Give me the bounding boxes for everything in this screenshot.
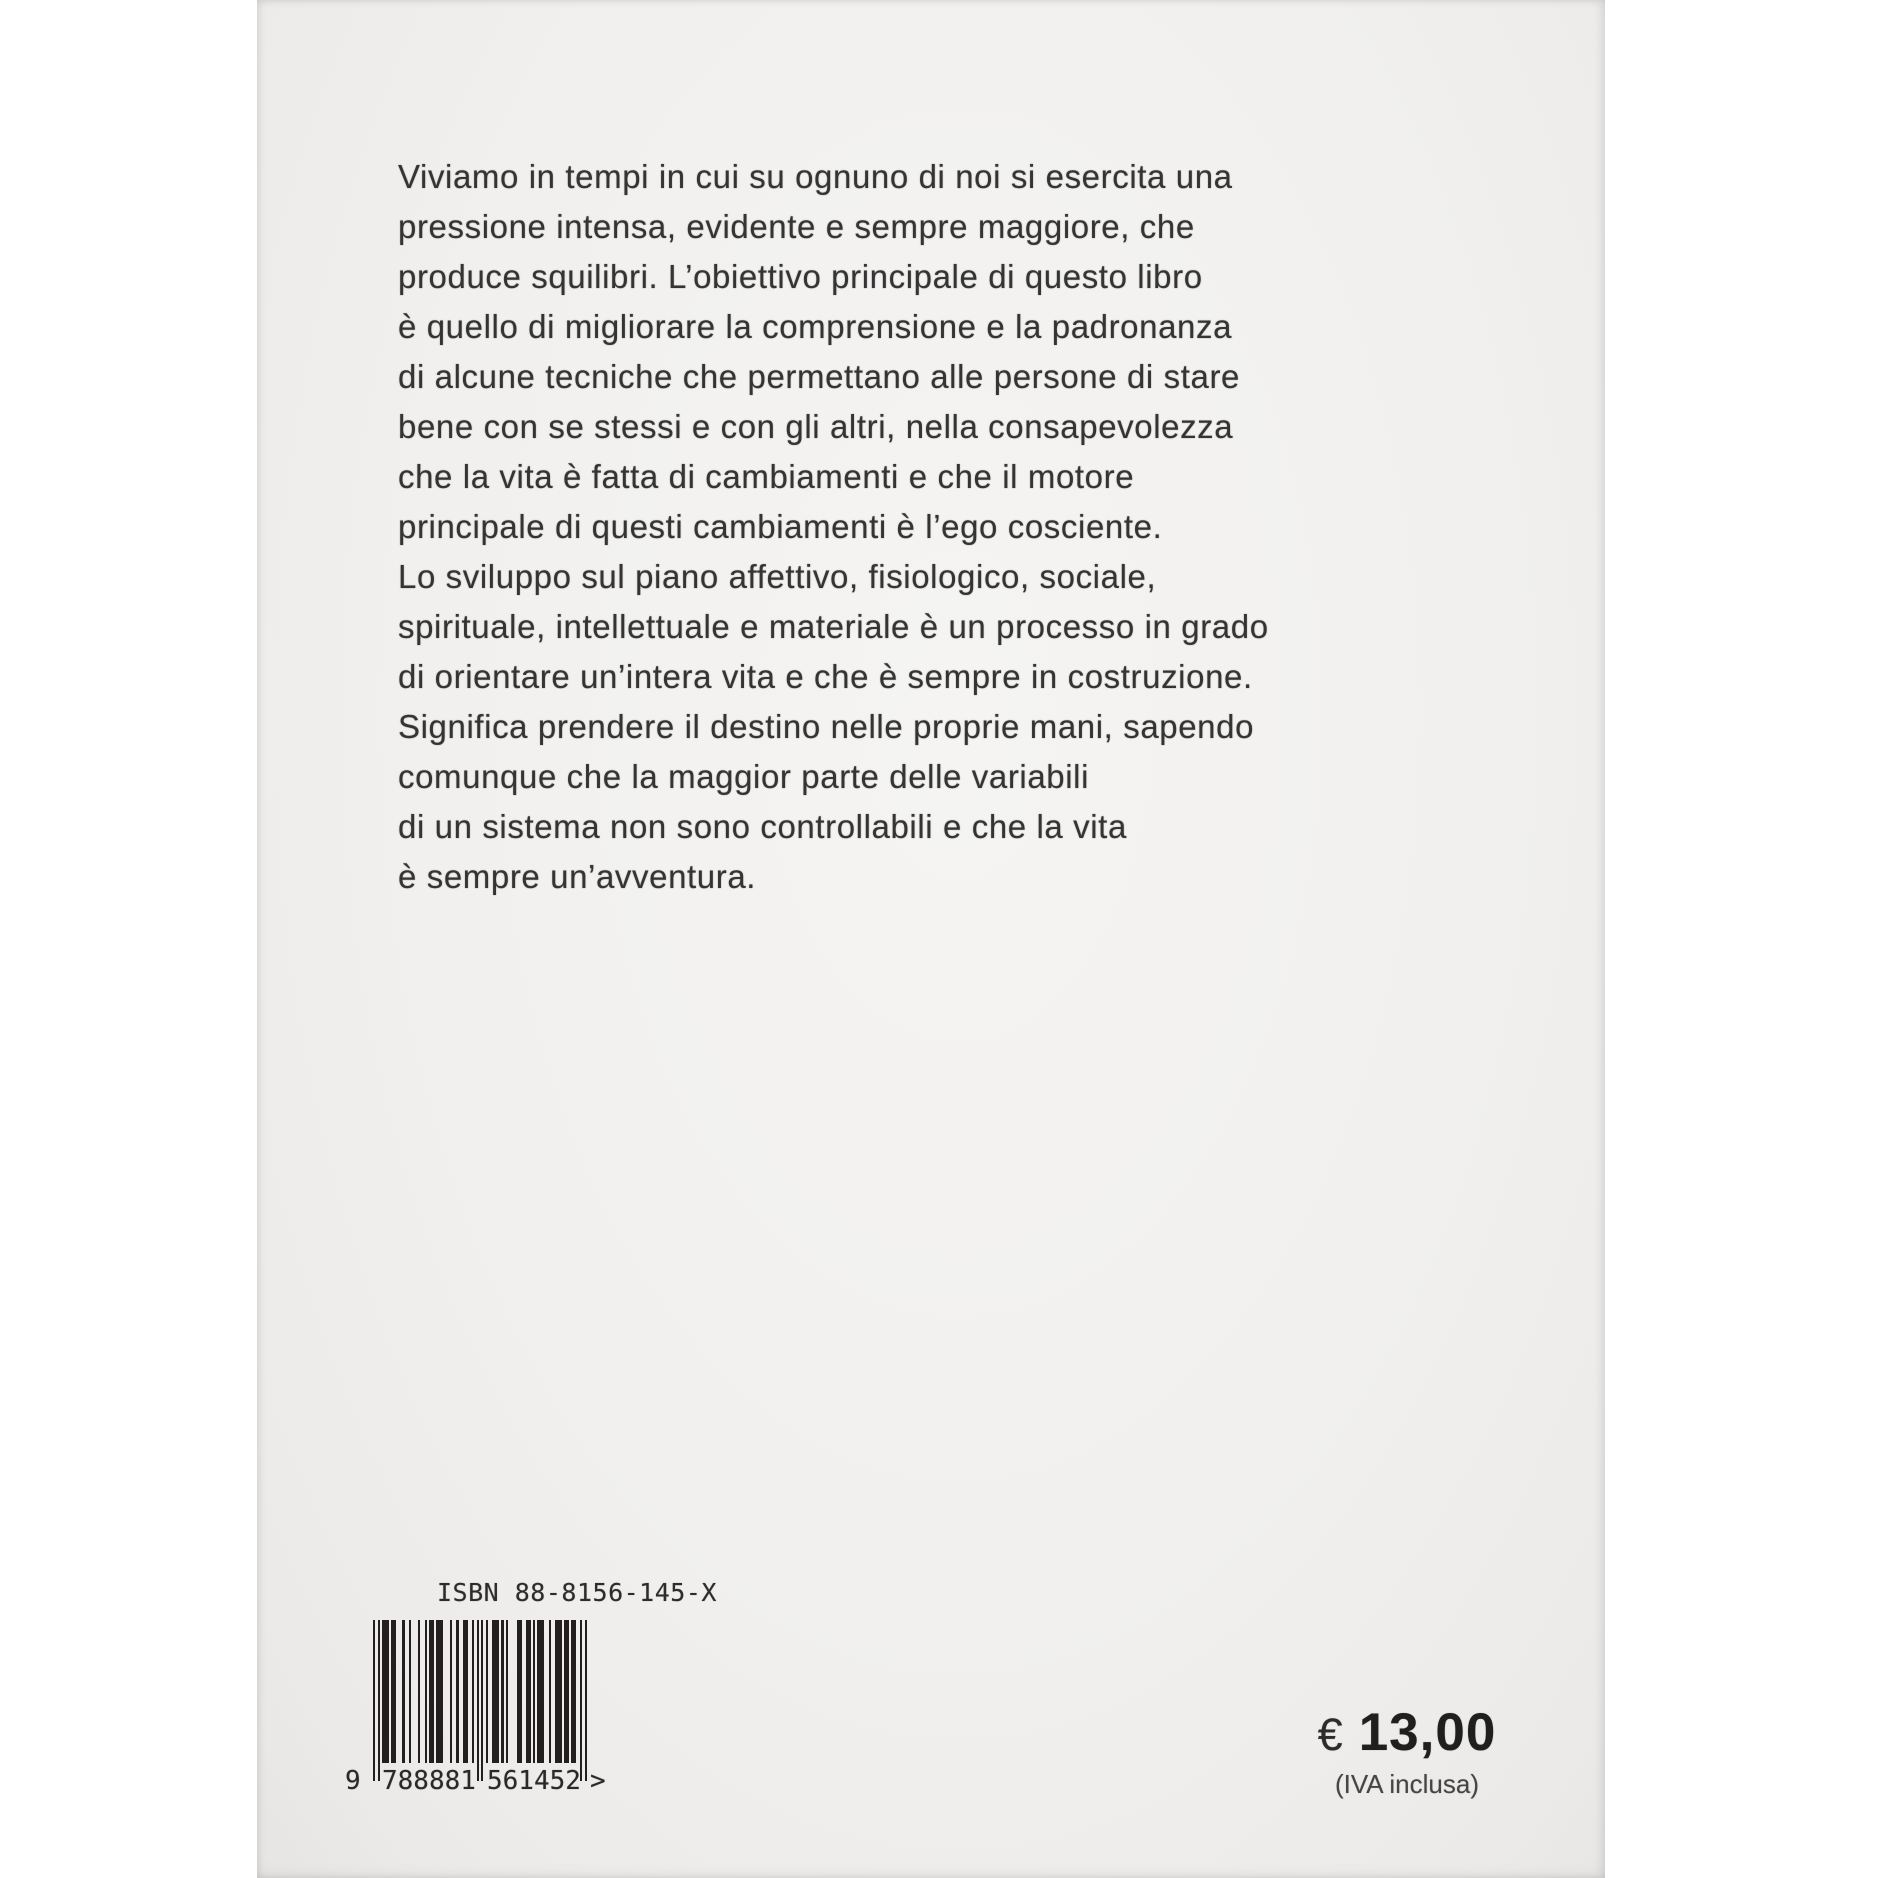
- barcode-bar: [585, 1620, 587, 1781]
- blurb-line: comunque che la maggior parte delle variabili: [398, 758, 1090, 795]
- back-cover: [257, 0, 1605, 1878]
- barcode-digits: [345, 1766, 606, 1802]
- blurb-line: pressione intensa, evidente e sempre maggiore, che: [398, 208, 1195, 245]
- blurb-line: è quello di migliorare la comprensione e la padronanza: [398, 308, 1233, 345]
- blurb-line: è sempre un’avventura.: [398, 858, 757, 895]
- barcode-digit-group2: 561452: [487, 1766, 581, 1796]
- barcode-digit-last: >: [590, 1766, 606, 1796]
- blurb-line: spirituale, intellettuale e materiale è un processo in grado: [398, 608, 1269, 645]
- barcode-bars: [373, 1620, 587, 1781]
- vat-note: (IVA inclusa): [1334, 1769, 1479, 1799]
- blurb-line: bene con se stessi e con gli altri, nella consapevolezza: [398, 408, 1234, 445]
- price-amount: 13,00: [1358, 1703, 1497, 1762]
- blurb-line: Viviamo in tempi in cui su ognuno di noi si esercita una: [398, 158, 1233, 195]
- blurb-line: Significa prendere il destino nelle proprie mani, sapendo: [398, 708, 1255, 745]
- blurb-line: che la vita è fatta di cambiamenti e che il motore: [398, 458, 1135, 495]
- barcode-digit-group1: 788881: [382, 1766, 476, 1796]
- price-block: [1297, 1702, 1517, 1800]
- ean13-barcode: [345, 1620, 606, 1810]
- barcode-digit-first: 9: [345, 1766, 361, 1796]
- blurb-line: principale di questi cambiamenti è l’ego cosciente.: [398, 508, 1163, 545]
- price-line: [1297, 1702, 1517, 1763]
- blurb-line: di alcune tecniche che permettano alle persone di stare: [398, 358, 1240, 395]
- isbn-label: ISBN 88-8156-145-X: [437, 1578, 717, 1607]
- blurb-line: produce squilibri. L’obiettivo principale di questo libro: [398, 258, 1203, 295]
- blurb-line: di orientare un’intera vita e che è sempre in costruzione.: [398, 658, 1253, 695]
- blurb-paragraph: [398, 152, 1518, 902]
- blurb-line: Lo sviluppo sul piano affettivo, fisiologico, sociale,: [398, 558, 1157, 595]
- blurb-line: di un sistema non sono controllabili e che la vita: [398, 808, 1127, 845]
- euro-currency-symbol: €: [1317, 1709, 1343, 1760]
